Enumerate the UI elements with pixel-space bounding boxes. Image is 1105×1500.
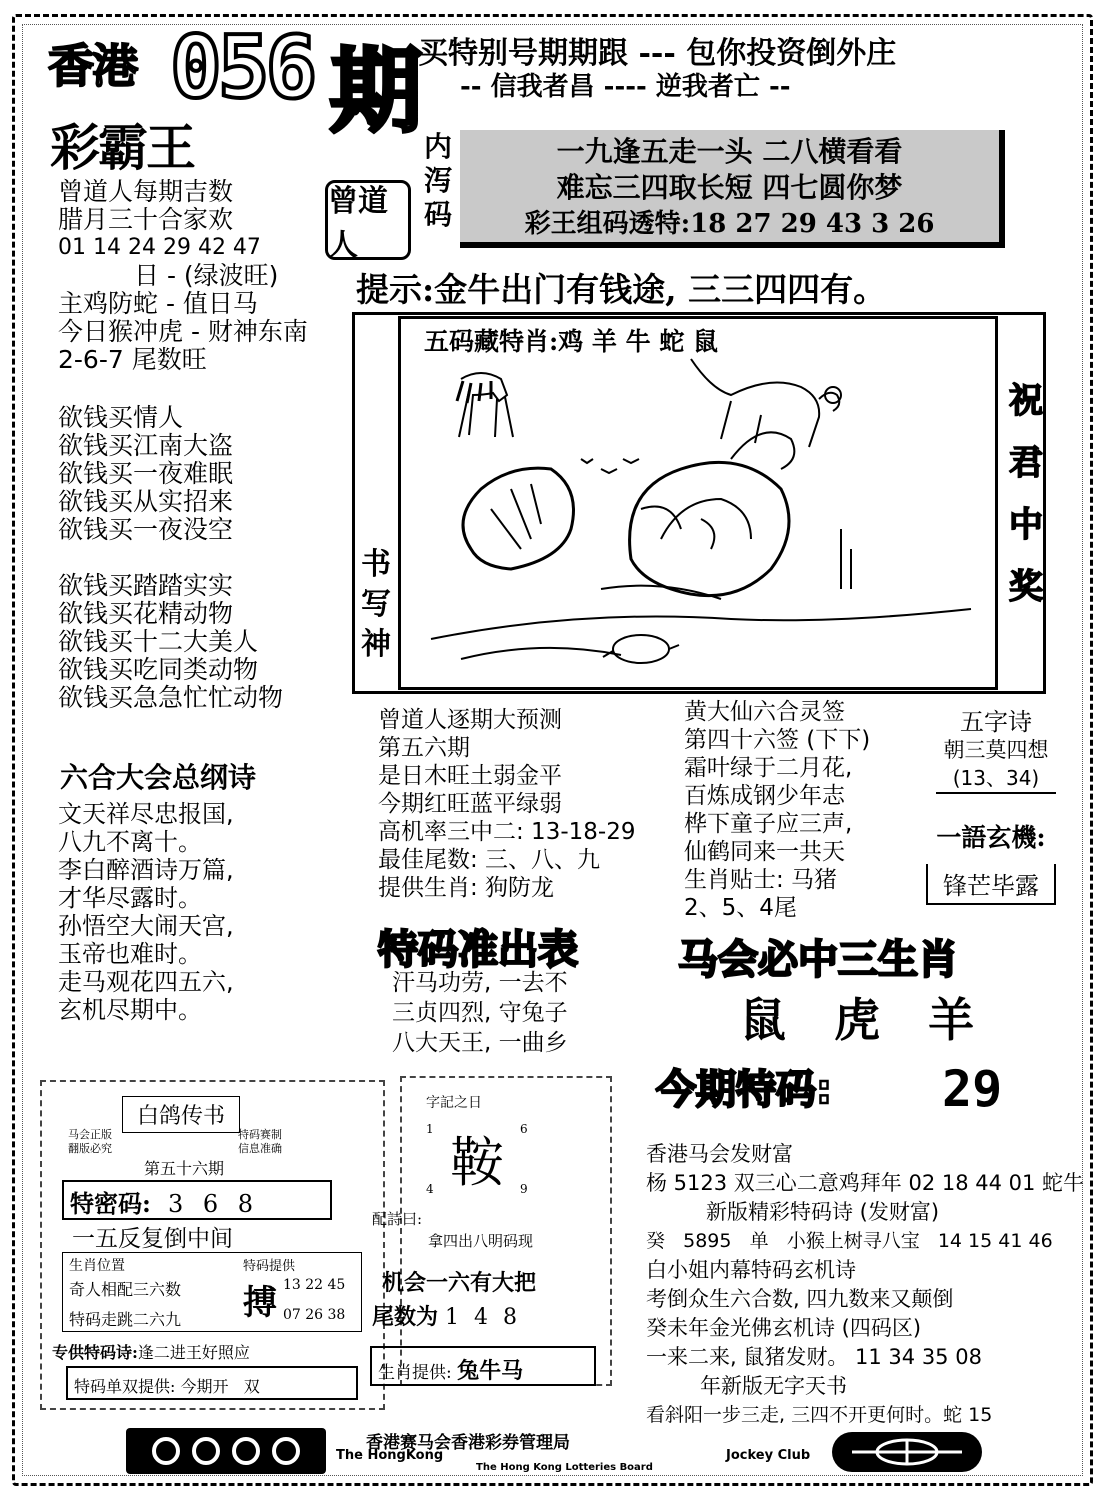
one-word-riddle — [926, 818, 1056, 905]
word-title: 字記之日 — [426, 1095, 482, 1111]
zodiac-provide-value: 兔牛马 — [457, 1358, 524, 1384]
tema-title: 特码准出表 — [378, 927, 578, 973]
riddle-line: 欲钱买十二大美人 — [58, 627, 259, 656]
zodiac-grid — [62, 1252, 362, 1332]
rb-line: 年新版无字天书 — [700, 1374, 847, 1398]
tail-label: 尾数为 — [372, 1304, 439, 1330]
right-bottom-block — [646, 1140, 1084, 1430]
slogan-line-2: -- 信我者昌 ---- 逆我者亡 -- — [460, 72, 791, 102]
issue-number: 056 — [170, 18, 314, 118]
lucky-line: 腊月三十合家欢 — [58, 205, 234, 234]
rb-line: 考倒众生六合数, 四九数来又颠倒 — [646, 1287, 954, 1311]
footer-cn: 香港赛马会香港彩券管理局 — [366, 1433, 570, 1453]
riddle-block-2 — [58, 572, 283, 712]
word-n6: 6 — [520, 1122, 528, 1136]
pos-line: 奇人相配三六数 — [69, 1280, 182, 1299]
prediction-line: 高机率三中二: 13-18-29 — [378, 819, 636, 845]
riddle-line: 欲钱买踏踏实实 — [58, 571, 234, 600]
footer-en3: The Hong Kong Lotteries Board — [476, 1462, 653, 1473]
prediction-line: 是日木旺土弱金平 — [378, 763, 562, 789]
tip-line: 提示:金牛出门有钱途, 三三四四有。 — [356, 270, 887, 309]
tema-provide-label: 特码提供 — [243, 1259, 296, 1274]
tema-line: 汗马功劳, 一去不 — [392, 970, 568, 996]
five-poem-nums: (13、34) — [936, 764, 1056, 794]
rb-line: 一来二来, 鼠猪发财。 11 34 35 08 — [646, 1345, 982, 1369]
five-char-poem — [936, 708, 1056, 794]
five-poem-title: 五字诗 — [960, 708, 1032, 736]
prediction-line: 第五六期 — [378, 735, 470, 761]
pigeon-box — [40, 1080, 385, 1410]
five-zodiac-line: 五码藏特肖:鸡 羊 牛 蛇 鼠 — [424, 327, 719, 356]
zodiac-provide-label: 生肖提供: — [378, 1363, 452, 1383]
footer-banner — [126, 1428, 986, 1474]
picture-area — [398, 316, 998, 690]
tema-nums-2: 07 26 38 — [283, 1307, 346, 1323]
riddle-line: 欲钱买一夜没空 — [58, 515, 234, 544]
lucky-line: 曾道人每期吉数 — [58, 177, 234, 206]
note-line: 特码赛制 — [238, 1128, 282, 1141]
note-line: 马会正版 — [68, 1128, 112, 1141]
pigeon-title: 白鸽传书 — [122, 1096, 240, 1133]
prediction-line: 今期红旺蓝平绿弱 — [378, 791, 562, 817]
danshuang-label: 特码单双提供: — [74, 1377, 176, 1396]
lottery-line: 2、5、4尾 — [684, 895, 797, 921]
word-n4: 4 — [426, 1182, 434, 1196]
lucky-numbers-block — [58, 178, 308, 374]
footer-en1: The HongKong — [336, 1448, 444, 1463]
logo-swirl-icon — [126, 1428, 326, 1474]
riddle-line: 欲钱买从实招来 — [58, 487, 234, 516]
rb-line: 白小姐内幕特码玄机诗 — [646, 1258, 856, 1282]
yiyu-answer: 锋芒毕露 — [926, 864, 1056, 905]
lottery-line: 百炼成钢少年志 — [684, 783, 845, 809]
lottery-line: 第四十六签 (下下) — [684, 727, 871, 753]
lottery-line: 霜叶绿于二月花, — [684, 755, 853, 781]
lottery-logo-icon — [832, 1432, 982, 1472]
issue-qi: 期 — [330, 38, 423, 145]
special-value: 逢二进王好照应 — [137, 1343, 250, 1362]
lottery-line: 黄大仙六合灵签 — [684, 699, 845, 725]
secret-value: 3 6 8 — [167, 1190, 260, 1218]
code-poem-line: 难忘三四取长短 四七圆你梦 — [556, 171, 903, 204]
prediction-line: 提供生肖: 狗防龙 — [378, 875, 555, 901]
lucky-line: 今日猴冲虎 - 财神东南 — [58, 317, 308, 346]
prediction-line: 曾道人逐期大预测 — [378, 707, 562, 733]
riddle-line: 欲钱买花精动物 — [58, 599, 234, 628]
code-poem-line: 彩王组码透特:18 27 29 43 3 26 — [524, 209, 935, 239]
danshuang-value: 今期开 双 — [180, 1377, 260, 1396]
rb-line: 新版精彩特码诗 (发财富) — [706, 1200, 940, 1224]
slogan-line-1: 买特别号期期跟 --- 包你投资倒外庄 — [418, 36, 897, 71]
poem-line: 玉帝也难时。 — [58, 940, 202, 968]
lucky-line: 日 - (绿波旺) — [134, 261, 279, 290]
poem-line: 走马观花四五六, — [58, 968, 234, 996]
prediction-block — [378, 706, 635, 902]
poem-line: 文天祥尽忠报国, — [58, 800, 234, 828]
lucky-line: 01 14 24 29 42 47 — [58, 235, 261, 260]
zodiac-provide-box — [370, 1346, 596, 1386]
riddle-line: 欲钱买吃同类动物 — [58, 655, 259, 684]
rb-line: 看斜阳一步三走, 三四不开更何时。蛇 15 — [646, 1404, 993, 1426]
secret-label: 特密码: — [70, 1189, 151, 1218]
rb-line: 香港马会发财富 — [646, 1142, 793, 1166]
chance-line: 机会一六有大把 — [382, 1271, 537, 1296]
pos-label: 生肖位置 — [69, 1258, 125, 1274]
tema-line: 三贞四烈, 守兔子 — [392, 1000, 568, 1026]
tema-char: 搏 — [243, 1283, 277, 1323]
general-poem — [58, 800, 234, 1024]
brand-title: 彩霸王 — [50, 119, 194, 177]
lucky-line: 主鸡防蛇 - 值日马 — [58, 289, 258, 318]
special-poem — [52, 1340, 250, 1363]
rb-line: 癸未年金光佛玄机诗 (四码区) — [646, 1316, 922, 1340]
three-zodiac-animals: 鼠 虎 羊 — [740, 993, 975, 1047]
pigeon-right-note — [238, 1128, 282, 1156]
lottery-line: 仙鹤同来一共天 — [684, 839, 845, 865]
animal-illustration — [401, 319, 995, 687]
danshuang-box — [66, 1366, 358, 1400]
wong-tai-sin-block — [684, 698, 870, 922]
right-vertical-text: 祝君中奖 — [1009, 381, 1043, 607]
riddle-line: 欲钱买急急忙忙动物 — [58, 683, 284, 712]
word-poem: 拿四出八明码现 — [428, 1232, 534, 1250]
footer-en2: Jockey Club — [726, 1448, 811, 1463]
tema-today-value: 29 — [942, 1060, 1003, 1118]
tail-value: 1 4 8 — [445, 1305, 521, 1330]
word-char: 鞍 — [450, 1131, 504, 1194]
poem-line: 八九不离十。 — [58, 828, 202, 856]
pigeon-issue: 第五十六期 — [144, 1159, 225, 1178]
header-hongkong: 香港 — [48, 39, 136, 93]
general-poem-title: 六合大会总纲诗 — [60, 761, 257, 794]
pos-line: 特码走跳二六九 — [69, 1310, 182, 1329]
riddle-line: 欲钱买一夜难眠 — [58, 459, 234, 488]
tail-line — [372, 1300, 521, 1331]
tema-lines — [392, 968, 568, 1058]
note-line: 翻版必究 — [68, 1142, 112, 1155]
code-poem-box — [460, 130, 1005, 248]
yiyu-title: 一語玄機: — [936, 823, 1046, 852]
jockey-logo-left — [126, 1428, 326, 1474]
secret-sub: 一五反复倒中间 — [72, 1226, 233, 1252]
poem-label: 配詩曰: — [372, 1210, 423, 1228]
poem-line: 才华尽露时。 — [58, 884, 202, 912]
riddle-block-1 — [58, 404, 233, 544]
note-line: 信息准确 — [238, 1142, 282, 1155]
tema-nums-1: 13 22 45 — [283, 1277, 346, 1293]
seal-stamp: 曾道人 — [325, 180, 411, 260]
rb-line: 癸 5895 单 小猴上树寻八宝 14 15 41 46 — [646, 1230, 1053, 1252]
lottery-line: 桦下童子应三声, — [684, 811, 853, 837]
poem-line: 李白醉酒诗万篇, — [58, 856, 234, 884]
lucky-line: 2-6-7 尾数旺 — [58, 345, 207, 374]
lottery-logo-right — [832, 1432, 982, 1472]
tema-today-label: 今期特码: — [656, 1067, 832, 1113]
prediction-line: 最佳尾数: 三、八、九 — [378, 847, 601, 873]
poem-line: 孙悟空大闹天宫, — [58, 912, 234, 940]
tema-line: 八大天王, 一曲乡 — [392, 1030, 568, 1056]
word-n9: 9 — [520, 1182, 528, 1196]
left-vertical-text: 书写神 — [361, 547, 391, 662]
rb-line: 杨 5123 双三心二意鸡拜年 02 18 44 01 蛇牛 — [646, 1171, 1085, 1195]
code-poem-line: 一九逢五走一头 二八横看看 — [556, 135, 903, 168]
lottery-line: 生肖贴士: 马猪 — [684, 867, 838, 893]
riddle-line: 欲钱买江南大盗 — [58, 431, 234, 460]
neixie-label: 内泻码 — [423, 130, 452, 231]
five-poem-line: 朝三莫四想 — [943, 738, 1049, 762]
secret-code-box — [62, 1180, 332, 1220]
special-label: 专供特码诗: — [52, 1343, 138, 1362]
pigeon-left-note — [68, 1128, 112, 1156]
three-zodiac-title: 马会必中三生肖 — [678, 937, 958, 983]
poem-line: 玄机尽期中。 — [58, 996, 202, 1024]
word-n1: 1 — [426, 1122, 434, 1136]
riddle-line: 欲钱买情人 — [58, 403, 184, 432]
word-box — [372, 1076, 612, 1386]
